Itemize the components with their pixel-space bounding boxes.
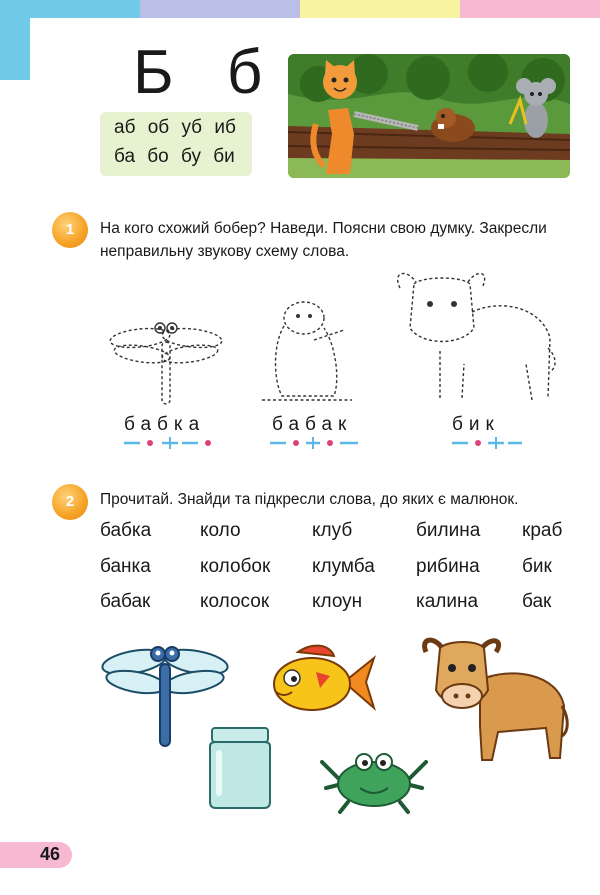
- word-row-3: [100, 591, 570, 621]
- task-1-text: На кого схожий бобер? Наведи. Поясни свою думку. Закресли неправильну звукову схему слова.: [100, 220, 547, 260]
- page-number-tab: [0, 842, 72, 868]
- syllables-row-2: ба бо бу би: [114, 146, 235, 167]
- crab-icon: [318, 748, 430, 814]
- word[interactable]: калина: [416, 591, 479, 612]
- task-1-word-1: бабка: [124, 414, 206, 435]
- beaver-scene-illustration: [288, 54, 570, 178]
- word[interactable]: бак: [522, 591, 552, 612]
- page-corner: [0, 0, 30, 80]
- word-row-1: [100, 520, 570, 550]
- task-1-badge: 1: [52, 212, 88, 248]
- word[interactable]: бабка: [100, 520, 152, 541]
- task-1-word-2: бабак: [272, 414, 353, 435]
- word[interactable]: билина: [416, 520, 481, 541]
- word[interactable]: банка: [100, 556, 151, 577]
- jar-icon: [206, 726, 274, 810]
- word[interactable]: краб: [522, 520, 563, 541]
- word[interactable]: клоун: [312, 591, 363, 612]
- bull-outline-icon: [392, 268, 562, 412]
- fish-icon: [268, 642, 376, 722]
- word[interactable]: клуб: [312, 520, 353, 541]
- sound-scheme-1: [124, 436, 216, 450]
- marmot-outline-icon: [254, 296, 364, 408]
- word[interactable]: колосок: [200, 591, 270, 612]
- task-2-text: Прочитай. Знайди та підкресли слова, до яких є малюнок.: [100, 491, 519, 508]
- top-color-bar: [0, 0, 600, 18]
- word[interactable]: коло: [200, 520, 241, 541]
- word[interactable]: колобок: [200, 556, 271, 577]
- page-number: 46: [40, 844, 61, 864]
- sound-scheme-3: [452, 436, 524, 450]
- word[interactable]: бабак: [100, 591, 151, 612]
- task-2-badge: 2: [52, 484, 88, 520]
- dragonfly-outline-icon: [108, 316, 224, 406]
- word-row-2: [100, 556, 570, 586]
- letter-title: Б б: [133, 38, 281, 107]
- bull-icon: [420, 636, 570, 766]
- sound-scheme-2: [270, 436, 362, 450]
- word[interactable]: бик: [522, 556, 552, 577]
- word[interactable]: клумба: [312, 556, 375, 577]
- task-1-word-3: бик: [452, 414, 500, 435]
- word[interactable]: рибина: [416, 556, 480, 577]
- syllables-row-1: аб об уб иб: [114, 117, 236, 138]
